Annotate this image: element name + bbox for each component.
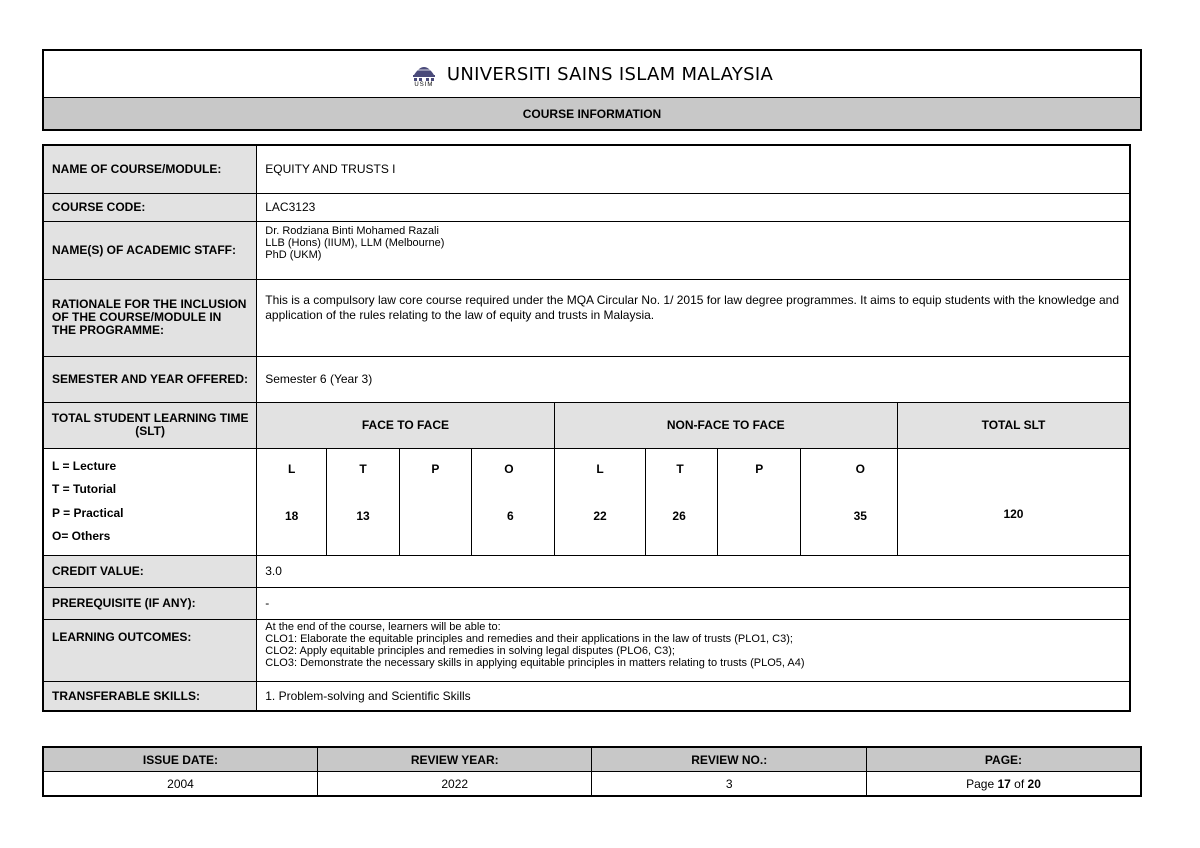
slt-cell-face-lecture: L 18 [257, 448, 327, 555]
semester-value: Semester 6 (Year 3) [257, 356, 1130, 402]
logo-caption: USIM [414, 81, 434, 88]
course-name-value: EQUITY AND TRUSTS I [257, 145, 1130, 193]
slt-cell-face-others: O 6 [471, 448, 554, 555]
row-transferable-skills [43, 681, 1130, 711]
row-slt-breakdown [43, 448, 1130, 555]
face-to-face-header: FACE TO FACE [257, 402, 554, 448]
staff-line: Dr. Rodziana Binti Mohamed Razali [265, 224, 439, 237]
credit-value: 3.0 [257, 555, 1130, 587]
row-credit [43, 555, 1130, 587]
footer-header-row [43, 747, 1141, 772]
row-semester [43, 356, 1130, 402]
legend-lecture: L = Lecture [52, 458, 117, 473]
rationale-value: This is a compulsory law core course required under the MQA Circular No. 1/ 2015 for law degree programmes. It aims to equip students with the knowledge and application of the rules relating to the law of equity and trusts in Malaysia. [257, 279, 1130, 356]
total-slt-header: TOTAL SLT [897, 402, 1130, 448]
slt-cell-nonface-practical: P [718, 448, 801, 555]
issue-date-value: 2004 [43, 772, 317, 797]
prerequisite-label: PREREQUISITE (IF ANY): [43, 587, 257, 619]
legend-others: O= Others [52, 529, 111, 543]
learning-outcomes-value [257, 619, 1130, 681]
row-academic-staff [43, 221, 1130, 279]
credit-label: CREDIT VALUE: [43, 555, 257, 587]
academic-staff-value [257, 221, 1130, 279]
legend-tutorial: T = Tutorial [52, 482, 117, 496]
slt-cell-face-tutorial: T 13 [327, 448, 400, 555]
row-slt-header [43, 402, 1130, 448]
learning-outcomes-label: LEARNING OUTCOMES: [43, 619, 257, 681]
row-course-code [43, 193, 1130, 221]
footer-value-row [43, 772, 1141, 797]
course-info-table [42, 144, 1131, 712]
transferable-skills-label: TRANSFERABLE SKILLS: [43, 681, 257, 711]
mosque-dome-icon [411, 61, 437, 83]
outcome-line: CLO2: Apply equitable principles and remedies in solving legal disputes (PLO6, C3); [265, 644, 675, 657]
non-face-to-face-header: NON-FACE TO FACE [554, 402, 897, 448]
row-course-name [43, 145, 1130, 193]
document-footer [42, 746, 1142, 797]
rationale-label: RATIONALE FOR THE INCLUSION OF THE COURSE/MODULE IN THE PROGRAMME: [43, 279, 257, 356]
slt-label: TOTAL STUDENT LEARNING TIME (SLT) [43, 402, 257, 448]
row-learning-outcomes [43, 619, 1130, 681]
prerequisite-value: - [257, 587, 1130, 619]
review-no-value: 3 [592, 772, 867, 797]
page-total: 20 [1027, 776, 1041, 791]
slt-cell-nonface-lecture: L 22 [554, 448, 646, 555]
academic-staff-label: NAME(S) OF ACADEMIC STAFF: [43, 221, 257, 279]
university-banner [43, 50, 1141, 98]
slt-cell-face-practical: P [399, 448, 471, 555]
review-year-value: 2022 [317, 772, 592, 797]
outcome-line: CLO3: Demonstrate the necessary skills in applying equitable principles in matters relating to trusts (PLO5, A4) [265, 656, 805, 669]
course-name-label: NAME OF COURSE/MODULE: [43, 145, 257, 193]
page-prefix: Page [966, 776, 995, 791]
page-current: 17 [997, 776, 1011, 791]
staff-line: PhD (UKM) [265, 248, 322, 261]
legend-practical: P = Practical [52, 505, 124, 520]
row-rationale [43, 279, 1130, 356]
slt-cell-nonface-others: O 35 [801, 448, 898, 555]
slt-legend [43, 448, 257, 555]
outcome-line: CLO1: Elaborate the equitable principles and remedies and their applications in the law of trusts (PLO1, C3); [265, 632, 793, 645]
document-header [42, 49, 1142, 131]
course-code-label: COURSE CODE: [43, 193, 257, 221]
semester-label: SEMESTER AND YEAR OFFERED: [43, 356, 257, 402]
slt-cell-nonface-tutorial: T 26 [646, 448, 718, 555]
row-prerequisite [43, 587, 1130, 619]
page-header: PAGE: [866, 747, 1141, 772]
course-code-value: LAC3123 [257, 193, 1130, 221]
staff-line: LLB (Hons) (IIUM), LLM (Melbourne) [265, 236, 445, 249]
page-of: of [1014, 776, 1025, 791]
usim-logo [411, 61, 437, 88]
university-name: UNIVERSITI SAINS ISLAM MALAYSIA [446, 63, 774, 85]
total-slt-value: 120 [897, 448, 1130, 555]
review-no-header: REVIEW NO.: [592, 747, 867, 772]
outcome-line: At the end of the course, learners will be able to: [265, 620, 501, 633]
review-year-header: REVIEW YEAR: [317, 747, 592, 772]
page-number [866, 772, 1141, 797]
section-title: COURSE INFORMATION [43, 98, 1141, 131]
issue-date-header: ISSUE DATE: [43, 747, 317, 772]
transferable-skills-value: 1. Problem-solving and Scientific Skills [257, 681, 1130, 711]
